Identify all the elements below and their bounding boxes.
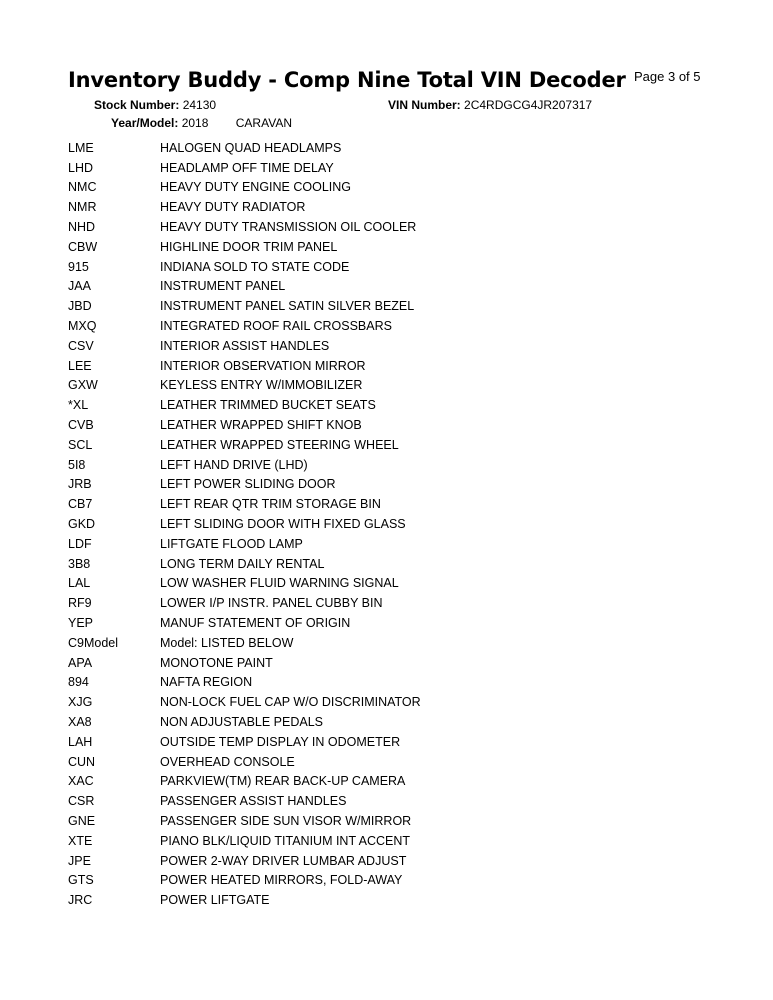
option-description: LEFT POWER SLIDING DOOR [160,477,336,492]
list-item [68,613,708,633]
option-description: NON ADJUSTABLE PEDALS [160,715,324,729]
option-description: INSTRUMENT PANEL SATIN SILVER BEZEL [160,299,415,314]
option-code: JRB [68,477,92,492]
option-description: POWER HEATED MIRRORS, FOLD-AWAY [160,873,403,888]
option-code: 894 [68,675,89,690]
vin-number [388,98,592,112]
list-item [68,653,708,673]
vin-number-label: VIN Number: [388,98,461,112]
option-code: LAL [68,576,91,591]
stock-number [94,98,216,112]
option-code: 915 [68,259,89,274]
list-item [68,217,708,237]
option-description: HIGHLINE DOOR TRIM PANEL [160,239,338,254]
option-description: HALOGEN QUAD HEADLAMPS [160,140,342,155]
option-code: APA [68,655,93,670]
option-code: JBD [68,299,92,314]
option-code: CSV [68,338,94,353]
list-item [68,395,708,415]
option-description: PIANO BLK/LIQUID TITANIUM INT ACCENT [160,833,411,848]
stock-number-label: Stock Number: [94,98,180,112]
option-code: GNE [68,813,96,828]
list-item [68,851,708,871]
stock-number-value: 24130 [182,98,217,112]
option-description: HEAVY DUTY ENGINE COOLING [160,180,352,195]
year-model [111,116,292,130]
option-code: 3B8 [68,556,91,571]
option-code: GXW [68,378,98,393]
list-item [68,138,708,158]
page-title: Inventory Buddy - Comp Nine Total VIN Decoder [68,68,626,92]
list-item [68,811,708,831]
list-item [68,752,708,772]
list-item [68,158,708,178]
option-code: CUN [68,754,96,769]
list-item [68,890,708,910]
option-description: LEFT SLIDING DOOR WITH FIXED GLASS [160,517,406,532]
option-description: NON-LOCK FUEL CAP W/O DISCRIMINATOR [160,695,421,710]
list-item [68,732,708,752]
option-description: INTEGRATED ROOF RAIL CROSSBARS [160,319,392,334]
list-item [68,336,708,356]
option-description: HEADLAMP OFF TIME DELAY [160,160,334,175]
option-code: CVB [68,418,94,433]
option-code: CB7 [68,497,93,512]
option-description: PASSENGER SIDE SUN VISOR W/MIRROR [160,813,412,828]
option-code: LEE [68,358,92,373]
option-code: JRC [68,893,93,908]
option-code: LHD [68,160,94,175]
list-item [68,593,708,613]
option-code-list [68,138,708,910]
option-code: XTE [68,833,93,848]
option-code: XAC [68,774,94,789]
option-description: INSTRUMENT PANEL [160,279,286,294]
list-item [68,415,708,435]
option-code: NMC [68,180,97,195]
option-code: XA8 [68,715,92,729]
option-description: INTERIOR ASSIST HANDLES [160,338,330,353]
option-code: YEP [68,616,94,631]
option-description: HEAVY DUTY TRANSMISSION OIL COOLER [160,220,417,235]
list-item [68,772,708,792]
list-item [68,356,708,376]
option-code: JPE [68,853,91,868]
option-description: LOWER I/P INSTR. PANEL CUBBY BIN [160,596,383,611]
option-description: KEYLESS ENTRY W/IMMOBILIZER [160,378,363,393]
option-code: C9Model [68,635,119,650]
list-item [68,316,708,336]
option-description: LEATHER TRIMMED BUCKET SEATS [160,398,376,413]
option-code: GKD [68,517,96,532]
option-code: 5I8 [68,457,86,472]
option-code: JAA [68,279,91,294]
list-item [68,712,708,732]
option-description: OUTSIDE TEMP DISPLAY IN ODOMETER [160,734,401,749]
list-item [68,870,708,890]
option-code: NHD [68,220,96,235]
list-item [68,692,708,712]
option-description: LEATHER WRAPPED STEERING WHEEL [160,437,399,452]
year-value: 2018 [181,116,209,130]
option-code: NMR [68,200,97,215]
list-item [68,296,708,316]
option-description: MANUF STATEMENT OF ORIGIN [160,616,351,631]
list-item [68,257,708,277]
list-item [68,475,708,495]
list-item [68,791,708,811]
option-description: LOW WASHER FLUID WARNING SIGNAL [160,576,399,591]
option-description: LEFT HAND DRIVE (LHD) [160,457,308,472]
option-code: SCL [68,437,93,452]
list-item [68,534,708,554]
list-item [68,554,708,574]
option-code: CBW [68,239,98,254]
option-code: LDF [68,536,92,551]
option-code: XJG [68,695,93,710]
option-description: MONOTONE PAINT [160,655,273,670]
list-item [68,633,708,653]
option-code: RF9 [68,596,92,611]
list-item [68,673,708,693]
model-value: CARAVAN [235,116,292,130]
year-model-label: Year/Model: [111,116,179,130]
option-description: INTERIOR OBSERVATION MIRROR [160,358,366,373]
option-description: LIFTGATE FLOOD LAMP [160,536,303,551]
list-item [68,435,708,455]
list-item [68,574,708,594]
option-description: OVERHEAD CONSOLE [160,754,295,769]
list-item [68,494,708,514]
option-description: LEFT REAR QTR TRIM STORAGE BIN [160,497,381,512]
list-item [68,455,708,475]
list-item [68,376,708,396]
option-description: PASSENGER ASSIST HANDLES [160,794,347,809]
option-description: LEATHER WRAPPED SHIFT KNOB [160,418,362,433]
option-code: LME [68,140,94,155]
list-item [68,277,708,297]
list-item [68,237,708,257]
vin-number-value: 2C4RDGCG4JR207317 [464,98,593,112]
option-code: MXQ [68,319,97,334]
option-code: LAH [68,734,93,749]
list-item [68,831,708,851]
option-description: HEAVY DUTY RADIATOR [160,200,306,215]
option-description: INDIANA SOLD TO STATE CODE [160,259,350,274]
page-number: Page 3 of 5 [634,69,701,84]
option-code: *XL [68,398,89,413]
option-description: Model: LISTED BELOW [160,635,294,650]
option-description: PARKVIEW(TM) REAR BACK-UP CAMERA [160,774,406,789]
option-code: GTS [68,873,94,888]
list-item [68,197,708,217]
option-code: CSR [68,794,95,809]
option-description: POWER LIFTGATE [160,893,270,908]
list-item [68,178,708,198]
option-description: LONG TERM DAILY RENTAL [160,556,325,571]
option-description: POWER 2-WAY DRIVER LUMBAR ADJUST [160,853,407,868]
list-item [68,514,708,534]
option-description: NAFTA REGION [160,675,253,690]
